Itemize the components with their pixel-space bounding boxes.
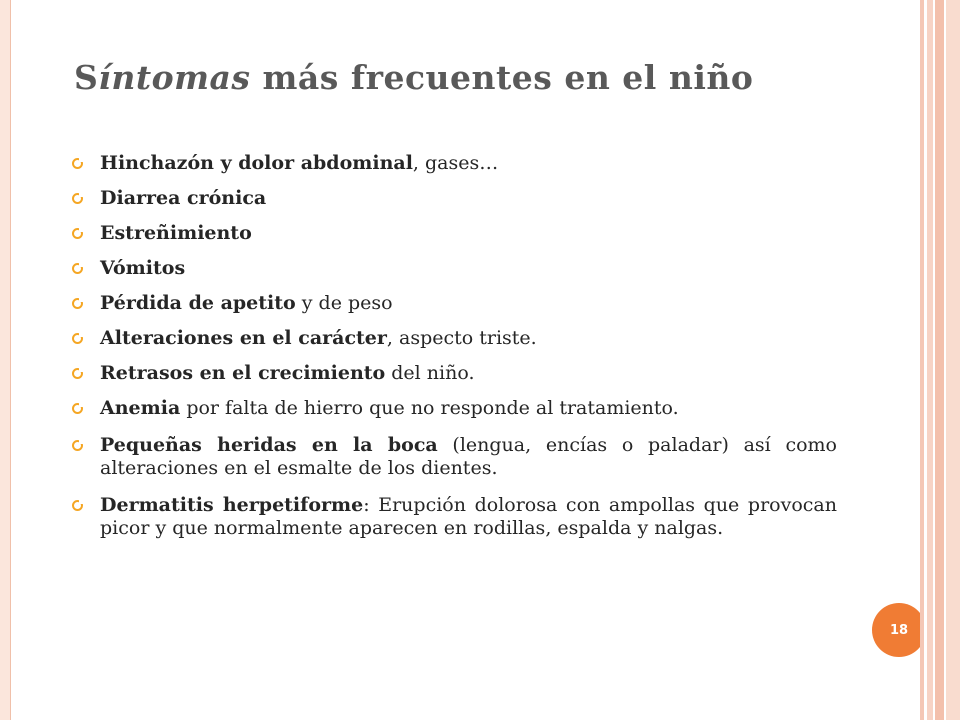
bullet-text: : Erupción dolorosa con ampollas que provocan picor y que normalmente aparecen en rodillas, espalda y nalgas. [100, 494, 837, 539]
bullet-text: del niño. [385, 362, 475, 384]
bullet-bold-text: Anemia [100, 397, 181, 419]
bullet-bold-text: Vómitos [100, 257, 186, 279]
list-item [72, 397, 837, 420]
page-number-badge: 18 [872, 603, 926, 657]
list-item [72, 257, 837, 280]
bullet-ring-icon [72, 440, 83, 451]
slide [12, 0, 920, 720]
bullet-ring-icon [72, 263, 83, 274]
bullet-ring-icon [72, 403, 83, 414]
bullet-text: , gases… [412, 152, 499, 174]
stripe [935, 0, 944, 720]
list-item [72, 494, 837, 540]
stripe [946, 0, 960, 720]
bullet-bold-text: Pequeñas heridas en la boca [100, 434, 438, 456]
bullet-bold-text: Retrasos en el crecimiento [100, 362, 386, 384]
list-item [72, 362, 837, 385]
list-item [72, 187, 837, 210]
bullet-text: y de peso [295, 292, 393, 314]
bullet-ring-icon [72, 333, 83, 344]
title-italic-word: íntomas [98, 58, 251, 97]
bullet-ring-icon [72, 500, 83, 511]
left-border [0, 0, 11, 720]
bullet-bold-text: Dermatitis herpetiforme [100, 494, 364, 516]
list-item [72, 434, 837, 480]
bullet-text: , aspecto triste. [386, 327, 537, 349]
bullet-ring-icon [72, 158, 83, 169]
bullet-ring-icon [72, 228, 83, 239]
bullet-bold-text: Pérdida de apetito [100, 292, 296, 314]
list-item [72, 327, 837, 350]
bullet-text: (lengua, encías o paladar) así como alteraciones en el esmalte de los dientes. [100, 434, 838, 479]
slide-title [74, 58, 753, 97]
bullet-bold-text: Diarrea crónica [100, 187, 267, 209]
title-rest: más frecuentes en el niño [250, 58, 754, 97]
bullet-ring-icon [72, 368, 83, 379]
title-first-letter: S [74, 58, 99, 97]
list-item [72, 222, 837, 245]
bullet-bold-text: Alteraciones en el carácter [100, 327, 387, 349]
list-item [72, 152, 837, 175]
bullet-ring-icon [72, 193, 83, 204]
decorative-stripes [920, 0, 960, 720]
bullet-ring-icon [72, 298, 83, 309]
bullet-bold-text: Estreñimiento [100, 222, 252, 244]
bullet-text: por falta de hierro que no responde al tratamiento. [180, 397, 679, 419]
list-item [72, 292, 837, 315]
bullet-bold-text: Hinchazón y dolor abdominal [100, 152, 413, 174]
symptom-list [72, 152, 837, 554]
